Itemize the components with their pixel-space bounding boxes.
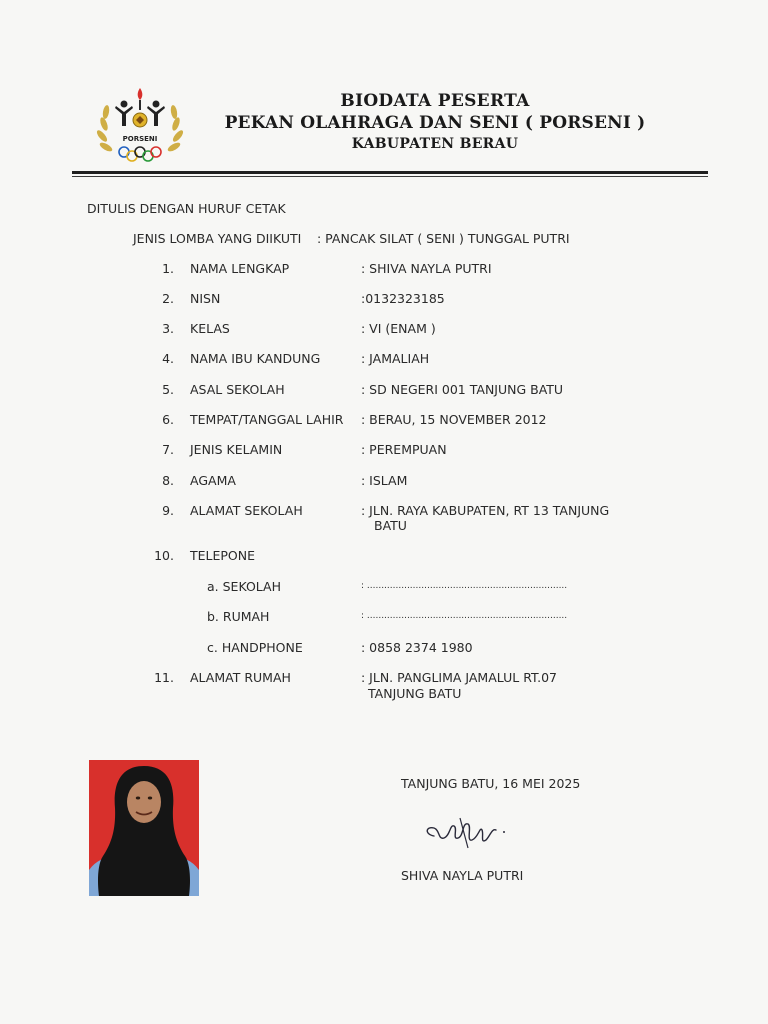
field-label-nisn: NISN (190, 291, 221, 306)
header-divider-thick (72, 171, 708, 174)
field-value-asal-sekolah: : SD NEGERI 001 TANJUNG BATU (361, 382, 564, 397)
field-number: 7. (162, 442, 174, 457)
field-number: 2. (162, 291, 174, 306)
field-number: 4. (162, 351, 174, 366)
competition-label: JENIS LOMBA YANG DIIKUTI (133, 231, 302, 246)
competition-value: : PANCAK SILAT ( SENI ) TUNGGAL PUTRI (317, 231, 570, 246)
field-number: 11. (154, 670, 174, 685)
title-line-1: BIODATA PESERTA (340, 91, 530, 111)
telepone-rumah-label: b. RUMAH (207, 609, 270, 624)
svg-text:PORSENI: PORSENI (122, 135, 158, 143)
field-label-nama-lengkap: NAMA LENGKAP (190, 261, 290, 276)
field-label-jenis-kelamin: JENIS KELAMIN (190, 442, 283, 457)
telepone-rumah-value: : ...................................................................... (361, 611, 568, 621)
field-value-nama-lengkap: : SHIVA NAYLA PUTRI (361, 261, 492, 276)
field-number: 9. (162, 503, 174, 518)
field-number: 1. (162, 261, 174, 276)
field-value-agama: : ISLAM (361, 473, 408, 488)
telepone-handphone-label: c. HANDPHONE (207, 640, 303, 655)
field-label-kelas: KELAS (190, 321, 230, 336)
field-value-alamat-rumah-line2: TANJUNG BATU (368, 686, 462, 701)
field-value-tempat-tanggal-lahir: : BERAU, 15 NOVEMBER 2012 (361, 412, 547, 427)
header-divider-thin (72, 176, 708, 177)
title-line-2: PEKAN OLAHRAGA DAN SENI ( PORSENI ) (224, 113, 646, 133)
document-title (200, 90, 670, 154)
field-value-kelas: : VI (ENAM ) (361, 321, 436, 336)
telepone-sekolah-label: a. SEKOLAH (207, 579, 281, 594)
field-number: 3. (162, 321, 174, 336)
field-label-alamat-sekolah: ALAMAT SEKOLAH (190, 503, 303, 518)
instruction-text: DITULIS DENGAN HURUF CETAK (87, 201, 286, 216)
porseni-logo (92, 84, 188, 168)
field-value-alamat-sekolah-line1: : JLN. RAYA KABUPATEN, RT 13 TANJUNG (361, 503, 610, 518)
telepone-handphone-value: : 0858 2374 1980 (361, 640, 473, 655)
field-number: 6. (162, 412, 174, 427)
field-value-alamat-rumah-line1: : JLN. PANGLIMA JAMALUL RT.07 (361, 670, 558, 685)
field-number: 10. (154, 548, 174, 563)
field-label-tempat-tanggal-lahir: TEMPAT/TANGGAL LAHIR (190, 412, 344, 427)
participant-photo (89, 760, 199, 896)
field-label-telepone: TELEPONE (190, 548, 256, 563)
field-value-jenis-kelamin: : PEREMPUAN (361, 442, 447, 457)
telepone-sekolah-value: : ...................................................................... (361, 581, 568, 591)
signer-name: SHIVA NAYLA PUTRI (401, 868, 524, 883)
field-value-alamat-sekolah-line2: BATU (374, 518, 407, 533)
field-number: 5. (162, 382, 174, 397)
place-date: TANJUNG BATU, 16 MEI 2025 (401, 776, 581, 791)
field-value-nama-ibu: : JAMALIAH (361, 351, 430, 366)
field-value-nisn: :0132323185 (361, 291, 445, 306)
signature (420, 808, 510, 854)
field-label-agama: AGAMA (190, 473, 236, 488)
title-line-3: KABUPATEN BERAU (351, 136, 519, 152)
field-label-alamat-rumah: ALAMAT RUMAH (190, 670, 291, 685)
field-label-nama-ibu: NAMA IBU KANDUNG (190, 351, 321, 366)
field-number: 8. (162, 473, 174, 488)
field-label-asal-sekolah: ASAL SEKOLAH (190, 382, 285, 397)
